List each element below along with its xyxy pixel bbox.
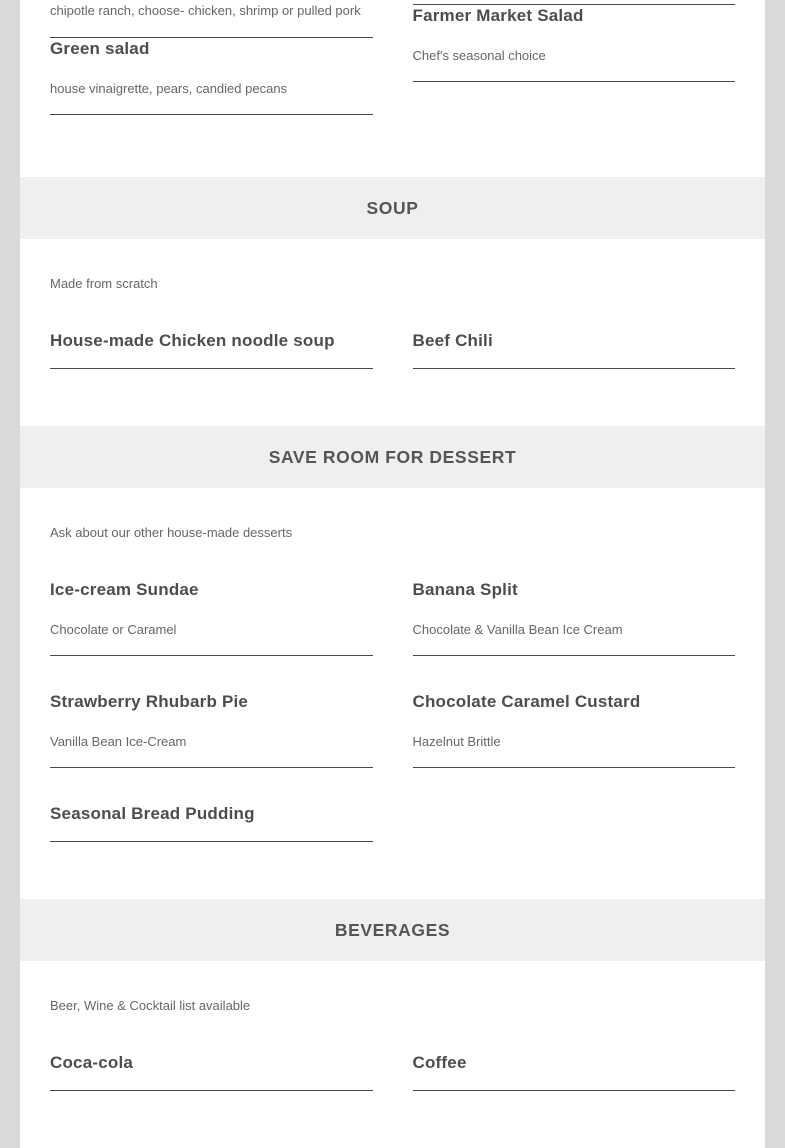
item-divider [50, 767, 373, 768]
section-soup [20, 239, 765, 426]
section-beverages [20, 961, 765, 1148]
section-intro: Beer, Wine & Cocktail list available [50, 998, 251, 1013]
menu-item [50, 330, 373, 369]
menu-item-name: Farmer Market Salad [412, 6, 584, 25]
item-divider [413, 1090, 736, 1091]
section-salads-partial [20, 0, 765, 177]
menu-item [413, 579, 736, 656]
menu-item [413, 5, 736, 82]
menu-item [413, 330, 736, 369]
menu-item [50, 579, 373, 656]
menu-item-name: Ice-cream Sundae [50, 580, 199, 599]
item-divider [50, 655, 373, 656]
item-divider [50, 368, 373, 369]
item-divider [413, 81, 736, 82]
item-divider [413, 655, 736, 656]
menu-item-name: Seasonal Bread Pudding [50, 804, 255, 823]
section-title: SAVE ROOM FOR DESSERT [268, 446, 517, 467]
menu-item [413, 691, 736, 768]
section-banner-beverages [20, 899, 765, 961]
menu-item [50, 691, 373, 768]
menu-item-description: Chocolate or Caramel [50, 622, 177, 637]
menu-item-name: Strawberry Rhubarb Pie [50, 692, 249, 711]
menu-item-description: house vinaigrette, pears, candied pecans [50, 81, 288, 96]
section-title: BEVERAGES [334, 919, 451, 940]
item-divider [50, 1090, 373, 1091]
menu-item [50, 38, 373, 115]
item-divider [413, 368, 736, 369]
section-intro: Made from scratch [50, 276, 158, 291]
menu-item [50, 803, 373, 842]
menu-item-name: Chocolate Caramel Custard [412, 692, 641, 711]
section-intro: Ask about our other house-made desserts [50, 525, 293, 540]
menu-item [50, 1052, 373, 1091]
menu-item-name: Beef Chili [412, 331, 493, 350]
section-banner-soup [20, 177, 765, 239]
menu-item-description: chipotle ranch, choose- chicken, shrimp or pulled pork [50, 3, 361, 18]
item-divider [50, 841, 373, 842]
item-divider [413, 767, 736, 768]
salads-left-column [50, 2, 373, 115]
menu-item-name: House-made Chicken noodle soup [50, 331, 335, 350]
item-divider [50, 114, 373, 115]
menu-item-description: Hazelnut Brittle [412, 734, 501, 749]
menu-item-description: Chef's seasonal choice [412, 48, 546, 63]
menu-item-name: Banana Split [412, 580, 518, 599]
section-banner-dessert [20, 426, 765, 488]
salads-right-column [413, 2, 736, 115]
menu-item-description: Vanilla Bean Ice-Cream [50, 734, 187, 749]
menu-item-name: Coca-cola [50, 1053, 134, 1072]
menu-item-description: Chocolate & Vanilla Bean Ice Cream [412, 622, 623, 637]
menu-item-name: Coffee [412, 1053, 467, 1072]
section-dessert [20, 488, 765, 899]
menu-item [413, 1052, 736, 1091]
menu-card [20, 0, 765, 1148]
menu-item-name: Green salad [50, 39, 150, 58]
section-title: SOUP [366, 197, 419, 218]
